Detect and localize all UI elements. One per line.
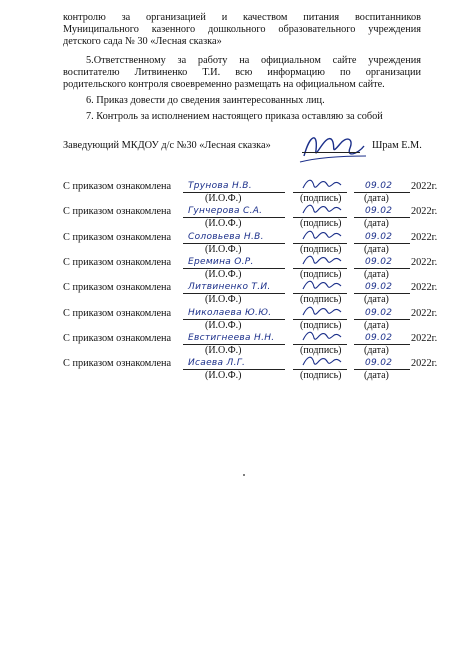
ack-label: С приказом ознакомлена <box>63 308 172 319</box>
signature-mark <box>300 352 344 370</box>
name-handwritten: Гунчерова С.А. <box>188 206 263 216</box>
year-suffix: 2022г. <box>411 333 438 344</box>
caption-date: (дата) <box>364 320 389 331</box>
signature-mark <box>300 251 344 269</box>
caption-date: (дата) <box>364 345 389 356</box>
signature-mark <box>300 276 344 294</box>
date-handwritten: 09.02 <box>365 333 393 343</box>
year-suffix: 2022г. <box>411 257 438 268</box>
caption-signature: (подпись) <box>300 244 342 255</box>
paragraph-line: 5.Ответственному за работу на официальном сайте учреждения <box>86 55 421 66</box>
ack-label: С приказом ознакомлена <box>63 232 172 243</box>
caption-signature: (подпись) <box>300 218 342 229</box>
caption-date: (дата) <box>364 218 389 229</box>
name-handwritten: Исаева Л.Г. <box>188 358 246 368</box>
signature-mark <box>300 226 344 244</box>
caption-date: (дата) <box>364 193 389 204</box>
name-handwritten: Еремина О.Р. <box>188 257 254 267</box>
signature-mark <box>300 175 344 193</box>
paragraph-line: контролю за организацией и качеством питания воспитанников <box>63 12 421 23</box>
page-speck <box>243 474 245 476</box>
date-handwritten: 09.02 <box>365 181 393 191</box>
date-handwritten: 09.02 <box>365 282 393 292</box>
paragraph-line: воспитателю Литвиненко Т.И. всю информацию по организации <box>63 67 421 78</box>
ack-label: С приказом ознакомлена <box>63 181 172 192</box>
caption-name: (И.О.Ф.) <box>205 345 242 356</box>
head-sign-underline <box>302 152 360 153</box>
year-suffix: 2022г. <box>411 282 438 293</box>
caption-signature: (подпись) <box>300 370 342 381</box>
caption-date: (дата) <box>364 294 389 305</box>
caption-signature: (подпись) <box>300 193 342 204</box>
name-handwritten: Евстигнеева Н.Н. <box>188 333 275 343</box>
caption-signature: (подпись) <box>300 294 342 305</box>
caption-signature: (подпись) <box>300 269 342 280</box>
ack-label: С приказом ознакомлена <box>63 333 172 344</box>
caption-name: (И.О.Ф.) <box>205 218 242 229</box>
ack-label: С приказом ознакомлена <box>63 257 172 268</box>
caption-date: (дата) <box>364 370 389 381</box>
paragraph-line: 6. Приказ довести до сведения заинтересованных лиц. <box>86 95 325 106</box>
signature-mark <box>300 302 344 320</box>
ack-label: С приказом ознакомлена <box>63 282 172 293</box>
date-handwritten: 09.02 <box>365 257 393 267</box>
head-signature <box>296 126 368 172</box>
caption-name: (И.О.Ф.) <box>205 320 242 331</box>
signature-mark <box>300 327 344 345</box>
signature-mark <box>300 200 344 218</box>
year-suffix: 2022г. <box>411 308 438 319</box>
year-suffix: 2022г. <box>411 358 438 369</box>
caption-signature: (подпись) <box>300 320 342 331</box>
caption-name: (И.О.Ф.) <box>205 244 242 255</box>
year-suffix: 2022г. <box>411 206 438 217</box>
paragraph-line: 7. Контроль за исполнением настоящего приказа оставляю за собой <box>86 111 383 122</box>
paragraph-line: родительского контроля своевременно размещать на официальном сайте. <box>63 79 385 90</box>
head-name: Шрам Е.М. <box>372 140 422 151</box>
date-handwritten: 09.02 <box>365 308 393 318</box>
paragraph-line: Муниципального казенного дошкольного образовательного учреждения <box>63 24 421 35</box>
caption-signature: (подпись) <box>300 345 342 356</box>
date-handwritten: 09.02 <box>365 232 393 242</box>
name-handwritten: Соловьева Н.В. <box>188 232 264 242</box>
paragraph-line: детского сада № 30 «Лесная сказка» <box>63 36 222 47</box>
name-handwritten: Трунова Н.В. <box>188 181 252 191</box>
name-handwritten: Литвиненко Т.И. <box>188 282 271 292</box>
date-handwritten: 09.02 <box>365 358 393 368</box>
caption-name: (И.О.Ф.) <box>205 193 242 204</box>
caption-name: (И.О.Ф.) <box>205 370 242 381</box>
caption-date: (дата) <box>364 269 389 280</box>
date-handwritten: 09.02 <box>365 206 393 216</box>
ack-label: С приказом ознакомлена <box>63 206 172 217</box>
head-label: Заведующий МКДОУ д/с №30 «Лесная сказка» <box>63 140 271 151</box>
year-suffix: 2022г. <box>411 232 438 243</box>
ack-label: С приказом ознакомлена <box>63 358 172 369</box>
year-suffix: 2022г. <box>411 181 438 192</box>
caption-name: (И.О.Ф.) <box>205 294 242 305</box>
caption-date: (дата) <box>364 244 389 255</box>
name-handwritten: Николаева Ю.Ю. <box>188 308 272 318</box>
caption-name: (И.О.Ф.) <box>205 269 242 280</box>
